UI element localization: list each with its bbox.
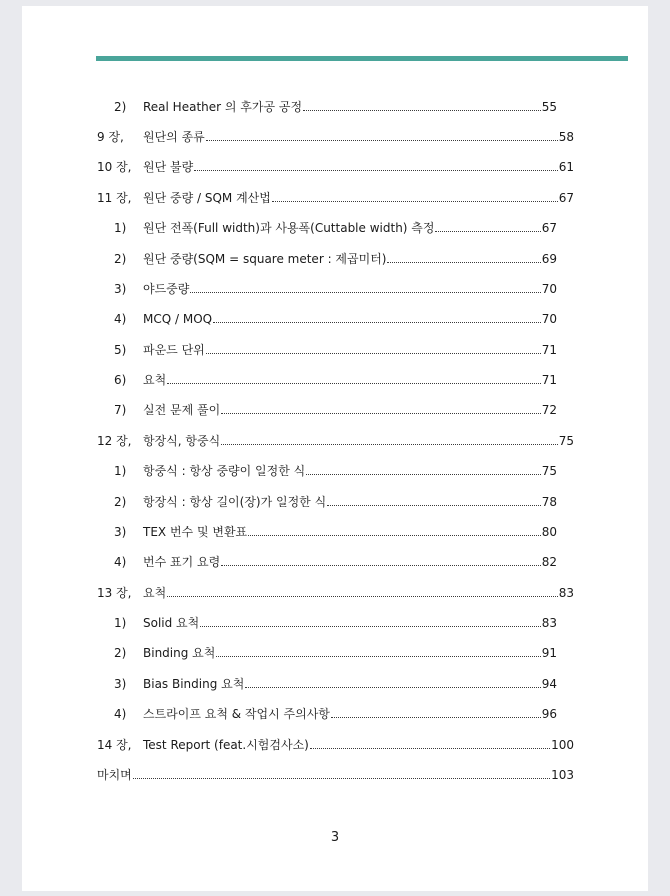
toc-entry[interactable] <box>114 491 557 509</box>
toc-entry-page: 80 <box>541 525 557 539</box>
toc-entry-title: 원단 중량 / SQM 계산법 <box>143 191 271 205</box>
toc-entry-page: 71 <box>541 373 557 387</box>
toc-entry[interactable] <box>97 734 574 752</box>
toc-entry[interactable] <box>114 96 557 114</box>
toc-entry-page: 67 <box>558 191 574 205</box>
toc-entry-page: 78 <box>541 495 557 509</box>
toc-entry-number: 4) <box>114 555 127 569</box>
toc-entry-number: 9 장, <box>97 130 124 144</box>
toc-dot-leader <box>221 565 541 566</box>
toc-entry-title: 항장식 : 항상 길이(장)가 일정한 식 <box>143 495 327 509</box>
toc-dot-leader <box>167 596 558 597</box>
toc-entry-number: 2) <box>114 100 127 114</box>
document-page <box>22 6 648 891</box>
toc-dot-leader <box>272 201 558 202</box>
toc-entry[interactable] <box>114 339 557 357</box>
toc-entry-title: Solid 요척 <box>143 616 200 630</box>
toc-dot-leader <box>206 140 558 141</box>
toc-entry-page: 55 <box>541 100 557 114</box>
toc-entry-page: 70 <box>541 312 557 326</box>
toc-entry-number: 3) <box>114 282 127 296</box>
toc-entry-title: 스트라이프 요척 & 작업시 주의사항 <box>143 707 330 721</box>
toc-entry-number: 13 장, <box>97 586 132 600</box>
toc-entry-number: 7) <box>114 403 127 417</box>
toc-dot-leader <box>310 748 550 749</box>
toc-entry-number: 10 장, <box>97 160 132 174</box>
toc-dot-leader <box>221 444 558 445</box>
toc-entry-title: 원단 중량(SQM = square meter : 제곱미터) <box>143 252 387 266</box>
toc-entry[interactable] <box>114 369 557 387</box>
toc-entry-number: 4) <box>114 312 127 326</box>
toc-dot-leader <box>213 322 541 323</box>
toc-dot-leader <box>331 717 541 718</box>
toc-entry-title: 마치며 <box>97 768 132 782</box>
toc-entry-title: 요척 <box>143 373 167 387</box>
toc-entry-number: 5) <box>114 343 127 357</box>
toc-dot-leader <box>327 505 541 506</box>
toc-entry[interactable] <box>97 430 574 448</box>
toc-entry-number: 3) <box>114 677 127 691</box>
toc-dot-leader <box>306 474 540 475</box>
toc-entry[interactable] <box>114 399 557 417</box>
toc-entry-number: 1) <box>114 221 127 235</box>
toc-entry-title: 요척 <box>143 586 167 600</box>
toc-entry[interactable] <box>114 217 557 235</box>
toc-entry-page: 94 <box>541 677 557 691</box>
toc-entry-page: 82 <box>541 555 557 569</box>
toc-entry-number: 2) <box>114 646 127 660</box>
toc-entry-page: 83 <box>541 616 557 630</box>
toc-entry-page: 103 <box>551 768 574 782</box>
toc-dot-leader <box>206 353 541 354</box>
toc-entry-title: Test Report (feat.시험검사소) <box>143 738 309 752</box>
toc-entry-page: 58 <box>558 130 574 144</box>
toc-entry-title: 실전 문제 풀이 <box>143 403 221 417</box>
toc-entry-title: 파운드 단위 <box>143 343 205 357</box>
toc-dot-leader <box>200 626 540 627</box>
toc-entry-title: Real Heather 의 후가공 공정 <box>143 100 303 114</box>
toc-entry-number: 1) <box>114 464 127 478</box>
toc-entry-page: 96 <box>541 707 557 721</box>
toc-entry-title: 원단의 종류 <box>143 130 205 144</box>
toc-entry-number: 14 장, <box>97 738 132 752</box>
toc-entry[interactable] <box>97 764 574 782</box>
toc-dot-leader <box>221 413 541 414</box>
toc-dot-leader <box>167 383 541 384</box>
toc-entry[interactable] <box>114 278 557 296</box>
toc-dot-leader <box>133 778 550 779</box>
toc-entry-page: 83 <box>558 586 574 600</box>
toc-entry[interactable] <box>97 187 574 205</box>
toc-entry-page: 72 <box>541 403 557 417</box>
toc-entry[interactable] <box>97 156 574 174</box>
toc-entry[interactable] <box>97 126 574 144</box>
toc-entry-number: 2) <box>114 252 127 266</box>
toc-dot-leader <box>435 231 540 232</box>
toc-entry-title: 항중식 : 항상 중량이 일정한 식 <box>143 464 306 478</box>
toc-entry-title: 원단 전폭(Full width)과 사용폭(Cuttable width) 측정 <box>143 221 435 235</box>
toc-entry-page: 71 <box>541 343 557 357</box>
toc-entry-title: 야드중량 <box>143 282 190 296</box>
toc-entry[interactable] <box>97 582 574 600</box>
toc-entry-page: 75 <box>558 434 574 448</box>
toc-entry-page: 70 <box>541 282 557 296</box>
toc-entry-number: 12 장, <box>97 434 132 448</box>
toc-entry-page: 69 <box>541 252 557 266</box>
toc-dot-leader <box>194 170 558 171</box>
toc-entry-number: 11 장, <box>97 191 132 205</box>
toc-entry[interactable] <box>114 460 557 478</box>
toc-entry[interactable] <box>114 642 557 660</box>
toc-entry-number: 2) <box>114 495 127 509</box>
toc-entry[interactable] <box>114 308 557 326</box>
toc-entry[interactable] <box>114 521 557 539</box>
toc-entry-page: 100 <box>551 738 574 752</box>
toc-entry-page: 61 <box>558 160 574 174</box>
toc-dot-leader <box>248 535 541 536</box>
toc-dot-leader <box>245 687 540 688</box>
toc-entry-number: 1) <box>114 616 127 630</box>
toc-entry[interactable] <box>114 703 557 721</box>
toc-entry-title: MCQ / MOQ <box>143 312 213 326</box>
toc-dot-leader <box>216 656 540 657</box>
toc-entry[interactable] <box>114 612 557 630</box>
toc-entry-number: 6) <box>114 373 127 387</box>
toc-entry[interactable] <box>114 248 557 266</box>
toc-entry-page: 91 <box>541 646 557 660</box>
toc-entry[interactable] <box>114 673 557 691</box>
toc-dot-leader <box>190 292 540 293</box>
toc-entry-title: 번수 표기 요령 <box>143 555 221 569</box>
toc-entry-title: 항장식, 항중식 <box>143 434 221 448</box>
toc-entry-title: Bias Binding 요척 <box>143 677 245 691</box>
toc-entry-title: TEX 번수 및 변환표 <box>143 525 248 539</box>
header-rule <box>96 56 628 61</box>
toc-dot-leader <box>303 110 541 111</box>
toc-entry-title: 원단 불량 <box>143 160 194 174</box>
toc-dot-leader <box>387 262 540 263</box>
toc-entry-page: 67 <box>541 221 557 235</box>
toc-entry-number: 4) <box>114 707 127 721</box>
toc-entry-number: 3) <box>114 525 127 539</box>
toc-entry[interactable] <box>114 551 557 569</box>
toc-entry-title: Binding 요척 <box>143 646 216 660</box>
page-number: 3 <box>330 830 340 845</box>
toc-entry-page: 75 <box>541 464 557 478</box>
